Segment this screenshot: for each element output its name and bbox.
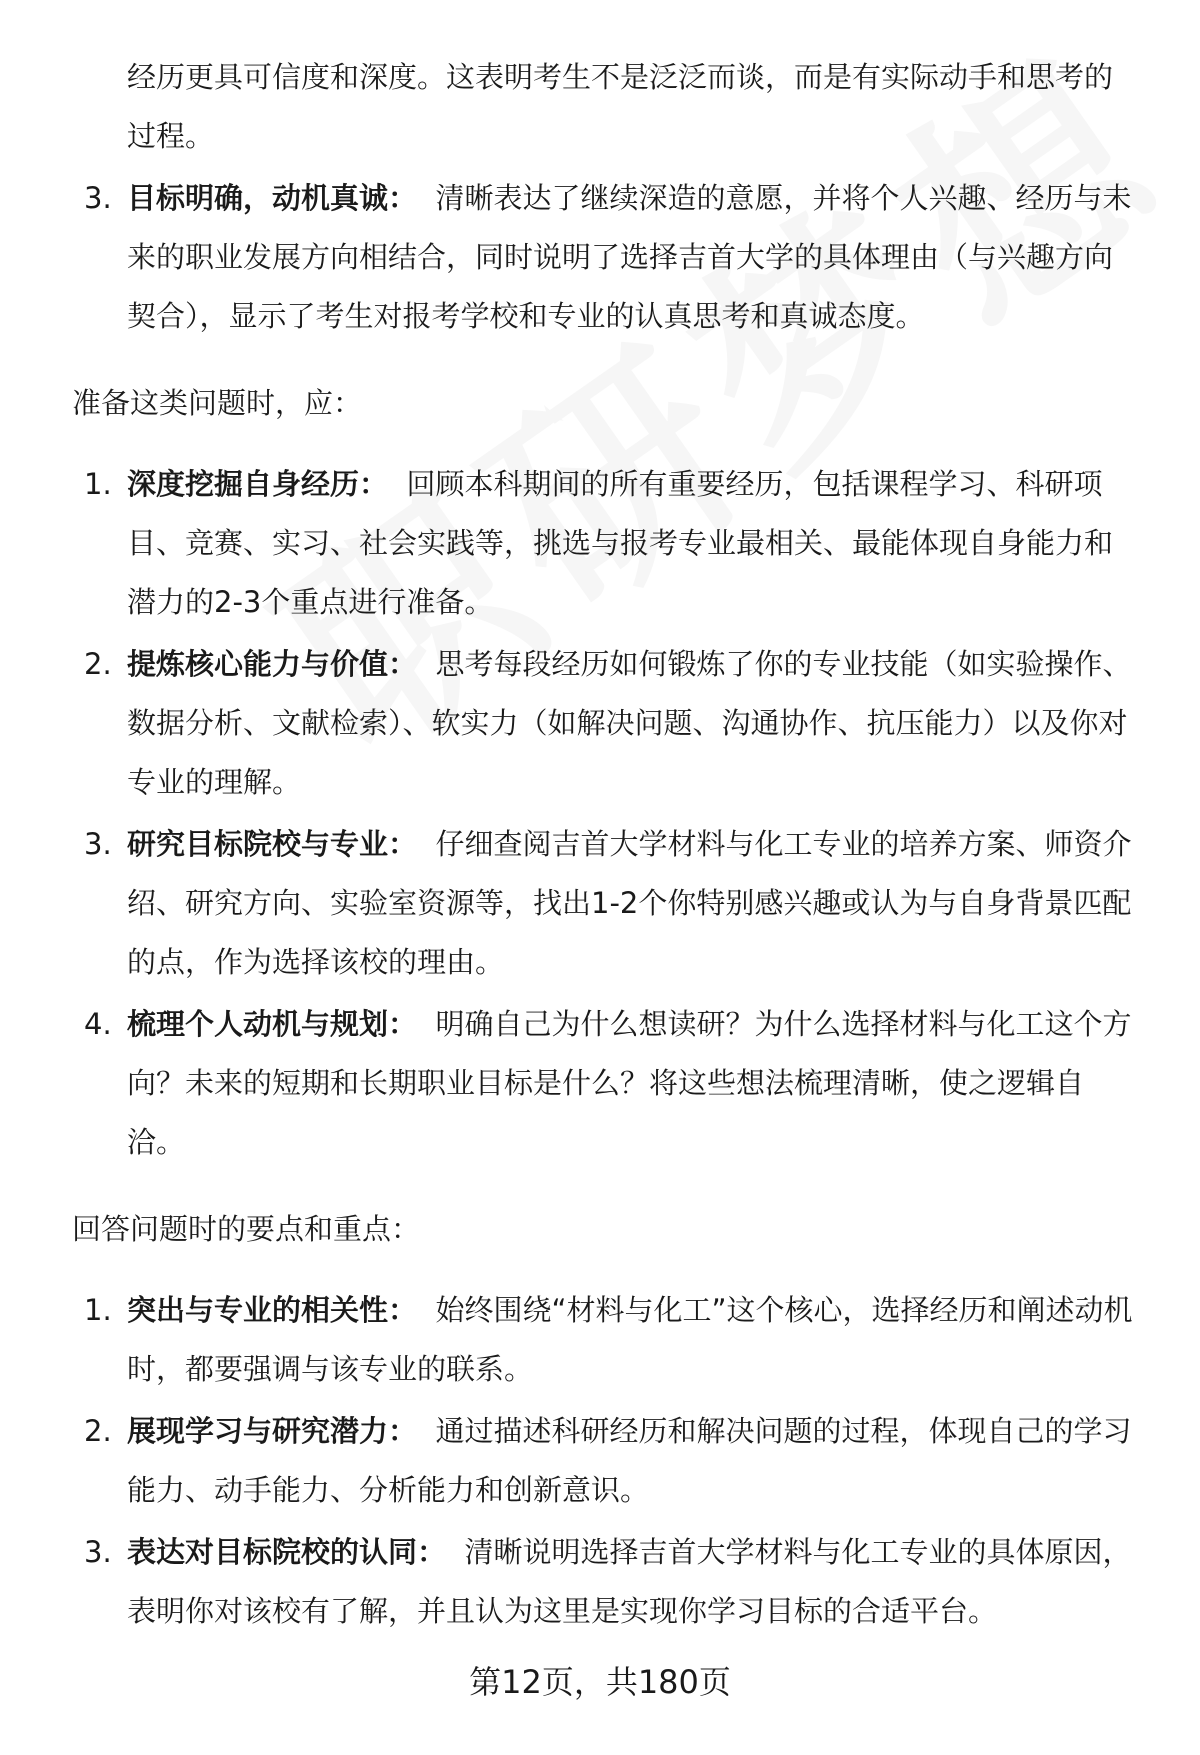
list-item-text: 明确自己为什么想读研？为什么选择材料与化工这个方向？未来的短期和长期职业目标是什么？将这些想法梳理清晰，使之逻辑自洽。 xyxy=(127,1007,1132,1159)
section-intro-prepare: 准备这类问题时，应： xyxy=(72,386,363,420)
list-item-text: 回顾本科期间的所有重要经历，包括课程学习、科研项目、竞赛、实习、社会实践等，挑选与报考专业最相关、最能体现自身能力和潜力的2-3个重点进行准备。 xyxy=(127,467,1114,619)
list-item-title: 研究目标院校与专业： xyxy=(127,827,418,861)
page-footer: 第12页，共180页 xyxy=(469,1663,731,1701)
answer-list xyxy=(0,1281,1200,1641)
continued-paragraph: 经历更具可信度和深度。这表明考生不是泛泛而谈，而是有实际动手和思考的过程。 xyxy=(127,60,1114,153)
page-content xyxy=(0,48,1200,1641)
list-item-title: 深度挖掘自身经历： xyxy=(127,467,389,501)
list-item xyxy=(0,995,1200,1172)
list-number: 1. xyxy=(84,467,112,501)
list-item xyxy=(0,1402,1200,1520)
list-number: 4. xyxy=(84,1007,112,1041)
list-item-text: 通过描述科研经历和解决问题的过程，体现自己的学习能力、动手能力、分析能力和创新意识。 xyxy=(127,1414,1132,1507)
list-number: 3. xyxy=(84,1535,112,1569)
list-item xyxy=(0,635,1200,812)
section-intro-answer: 回答问题时的要点和重点： xyxy=(72,1212,421,1246)
list-item xyxy=(0,455,1200,632)
list-item-text: 清晰表达了继续深造的意愿，并将个人兴趣、经历与未来的职业发展方向相结合，同时说明了选择吉首大学的具体理由（与兴趣方向契合），显示了考生对报考学校和专业的认真思考和真诚态度。 xyxy=(127,181,1132,333)
list-number: 1. xyxy=(84,1293,112,1327)
prepare-list xyxy=(0,455,1200,1172)
list-number: 3. xyxy=(84,181,112,215)
list-item-title: 突出与专业的相关性： xyxy=(127,1293,418,1327)
list-item xyxy=(0,815,1200,992)
list-number: 2. xyxy=(84,1414,112,1448)
list-item-title: 展现学习与研究潜力： xyxy=(127,1414,418,1448)
evaluation-list xyxy=(0,169,1200,346)
list-item-text: 始终围绕“材料与化工”这个核心，选择经历和阐述动机时，都要强调与该专业的联系。 xyxy=(127,1293,1133,1386)
list-number: 3. xyxy=(84,827,112,861)
list-item-text: 思考每段经历如何锻炼了你的专业技能（如实验操作、数据分析、文献检索）、软实力（如解决问题、沟通协作、抗压能力）以及你对专业的理解。 xyxy=(127,647,1132,799)
list-item-title: 梳理个人动机与规划： xyxy=(127,1007,418,1041)
list-item-title: 表达对目标院校的认同： xyxy=(127,1535,447,1569)
list-item-text: 仔细查阅吉首大学材料与化工专业的培养方案、师资介绍、研究方向、实验室资源等，找出1-2个你特别感兴趣或认为与自身背景匹配的点，作为选择该校的理由。 xyxy=(127,827,1132,979)
list-item-title: 目标明确，动机真诚： xyxy=(127,181,418,215)
list-item xyxy=(0,1281,1200,1399)
list-item xyxy=(0,1523,1200,1641)
list-item-text: 清晰说明选择吉首大学材料与化工专业的具体原因，表明你对该校有了解，并且认为这里是实现你学习目标的合适平台。 xyxy=(127,1535,1132,1628)
list-item-title: 提炼核心能力与价值： xyxy=(127,647,418,681)
list-item xyxy=(0,169,1200,346)
list-number: 2. xyxy=(84,647,112,681)
